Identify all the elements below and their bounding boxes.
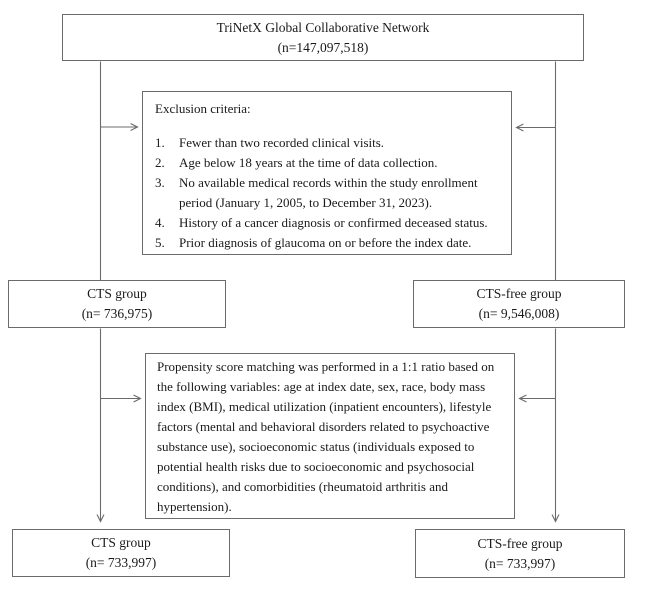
exclusion-item [155,233,501,253]
exclusion-item-text: Prior diagnosis of glaucoma on or before the index date. [179,235,472,250]
exclusion-item [155,173,501,213]
cts-free-group-count: (n= 9,546,008) [478,306,560,321]
network-box [62,14,584,61]
cts-group-box [8,280,226,328]
cts-free-matched-count: (n= 733,997) [484,555,556,571]
exclusion-item-number: 1. [155,135,165,150]
matching-text: Propensity score matching was performed in a 1:1 ratio based on the following variables: age at index date, sex, race, body mass index (BMI), medical utilization (inpatient encounters), lifestyle factors (mental and behavioral disorders related to psychoactive substance use), socioeconomic status (individuals exposed to potential health risks due to socioeconomic and psychosocial conditions), and comorbidities (rheumatoid arthritis and hypertension). [157,359,495,514]
cts-matched-group-box [12,529,230,577]
cts-group-label: CTS group [87,286,147,301]
network-box-title: TriNetX Global Collaborative Network [216,19,430,35]
exclusion-item-text: Age below 18 years at the time of data collection. [179,155,438,170]
exclusion-item [155,133,501,153]
cts-matched-label: CTS group [91,535,151,550]
exclusion-item [155,213,501,233]
exclusion-item-text: Fewer than two recorded clinical visits. [179,135,385,150]
exclusion-item-number: 4. [155,215,165,230]
cts-group-count: (n= 736,975) [81,306,153,321]
exclusion-item-number: 5. [155,235,165,250]
cts-free-matched-label: CTS-free group [477,535,563,551]
exclusion-criteria-box [142,91,512,255]
cts-free-group-label: CTS-free group [476,286,562,301]
cts-free-matched-group-box [415,529,625,578]
cts-free-group-box [413,280,625,328]
exclusion-item [155,153,501,173]
exclusion-item-number: 2. [155,155,165,170]
network-box-count: (n=147,097,518) [277,39,369,55]
exclusion-item-text: History of a cancer diagnosis or confirmed deceased status. [179,215,488,230]
exclusion-item-text: No available medical records within the study enrollment period (January 1, 2005, to December 31, 2023). [179,175,478,210]
cts-matched-count: (n= 733,997) [85,555,157,570]
exclusion-heading: Exclusion criteria: [155,101,251,116]
exclusion-list [155,133,501,253]
exclusion-item-number: 3. [155,175,165,190]
matching-box [145,353,515,519]
